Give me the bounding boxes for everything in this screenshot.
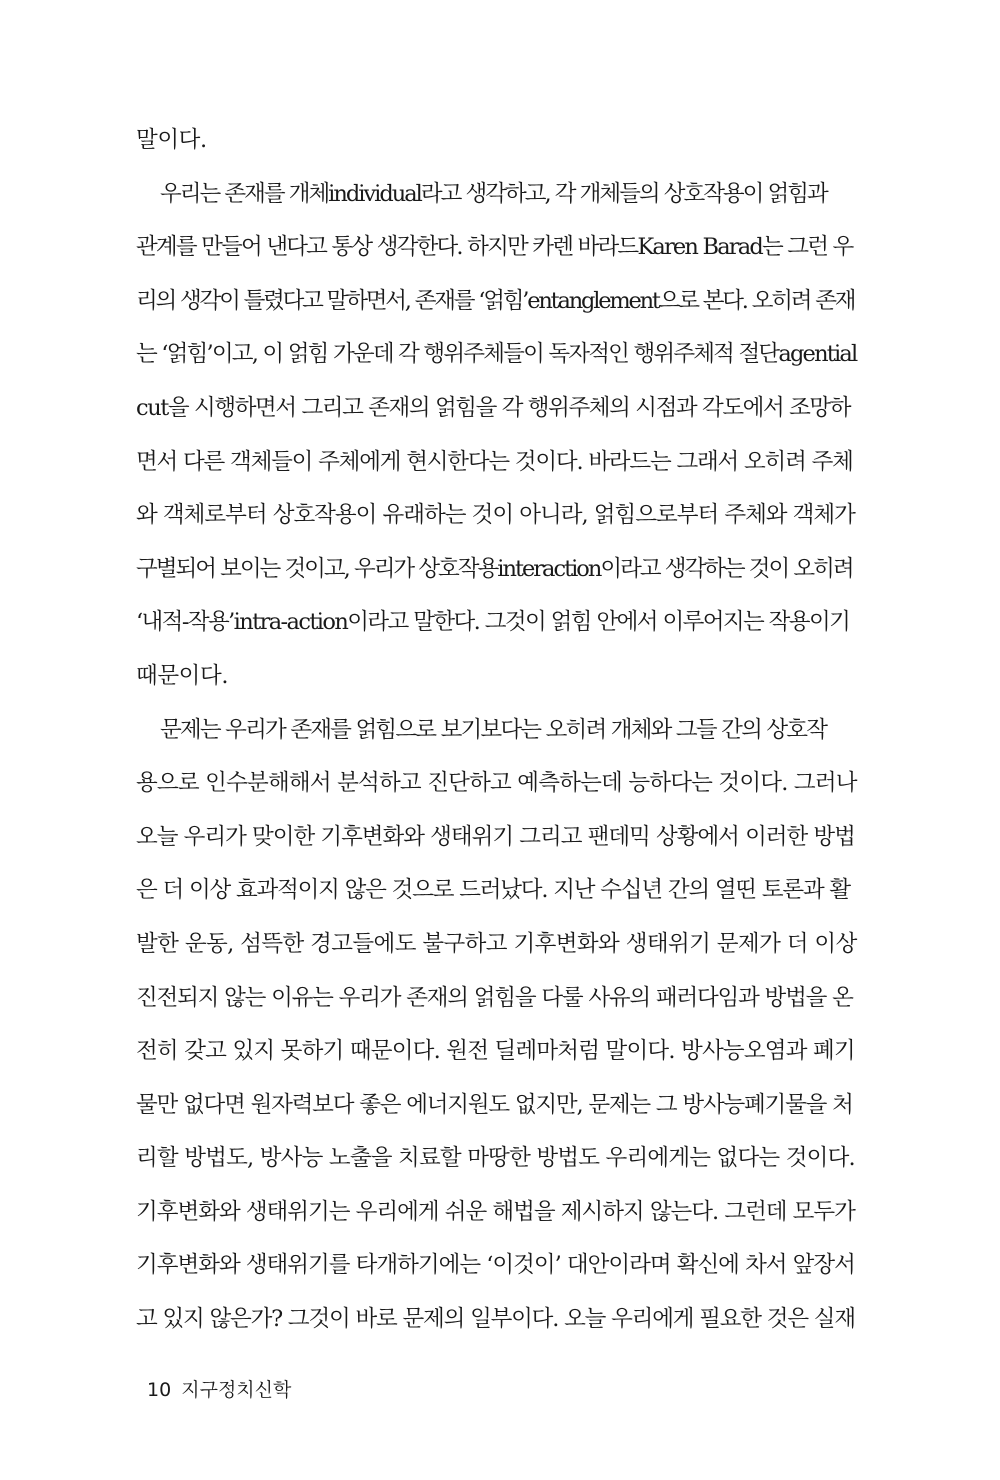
text-line: 기후변화와 생태위기는 우리에게 쉬운 해법을 제시하지 않는다. 그런데 모두가 xyxy=(136,1198,855,1225)
page-footer xyxy=(147,1375,291,1402)
text-line: 와 객체로부터 상호작용이 유래하는 것이 아니라, 얽힘으로부터 주체와 객체가 xyxy=(136,502,855,529)
text-line: cut을 시행하면서 그리고 존재의 얽힘을 각 행위주체의 시점과 각도에서 조망하 xyxy=(136,394,851,421)
text-line: 구별되어 보이는 것이고, 우리가 상호작용interaction이라고 생각하는 것이 오히려 xyxy=(136,555,853,582)
text-line: 전히 갖고 있지 못하기 때문이다. 원전 딜레마처럼 말이다. 방사능오염과 폐기 xyxy=(136,1038,855,1065)
body-text xyxy=(136,114,856,1347)
text-line: 오늘 우리가 맞이한 기후변화와 생태위기 그리고 팬데믹 상황에서 이러한 방법 xyxy=(136,823,855,850)
text-line: 발한 운동, 섬뜩한 경고들에도 불구하고 기후변화와 생태위기 문제가 더 이상 xyxy=(136,930,857,957)
text-line: 문제는 우리가 존재를 얽힘으로 보기보다는 오히려 개체와 그들 간의 상호작 xyxy=(160,716,827,743)
page-number: 10 xyxy=(147,1379,172,1401)
text-line: 리의 생각이 틀렸다고 말하면서, 존재를 ‘얽힘’entanglement으로 본다. 오히려 존재 xyxy=(136,287,855,314)
text-line: 관계를 만들어 낸다고 통상 생각한다. 하지만 카렌 바라드Karen Barad는 그런 우 xyxy=(136,234,853,261)
text-line: ‘내적-작용’intra-action이라고 말한다. 그것이 얽힘 안에서 이루어지는 작용이기 xyxy=(136,609,850,636)
text-line: 용으로 인수분해해서 분석하고 진단하고 예측하는데 능하다는 것이다. 그러나 xyxy=(136,770,857,797)
text-line: 은 더 이상 효과적이지 않은 것으로 드러났다. 지난 수십년 간의 열띤 토론과 활 xyxy=(136,877,850,904)
text-line: 기후변화와 생태위기를 타개하기에는 ‘이것이’ 대안이라며 확신에 차서 앞장서 xyxy=(136,1252,855,1279)
text-line: 면서 다른 객체들이 주체에게 현시한다는 것이다. 바라드는 그래서 오히려 주체 xyxy=(136,448,853,475)
text-line: 고 있지 않은가? 그것이 바로 문제의 일부이다. 오늘 우리에게 필요한 것은 실재 xyxy=(136,1306,855,1333)
text-line: 물만 없다면 원자력보다 좋은 에너지원도 없지만, 문제는 그 방사능폐기물을 처 xyxy=(136,1091,853,1118)
text-line: 는 ‘얽힘’이고, 이 얽힘 가운데 각 행위주체들이 독자적인 행위주체적 절단agential xyxy=(136,341,857,368)
text-line: 진전되지 않는 이유는 우리가 존재의 얽힘을 다룰 사유의 패러다임과 방법을 온 xyxy=(136,984,853,1011)
text-line: 우리는 존재를 개체individual라고 생각하고, 각 개체들의 상호작용이 얽힘과 xyxy=(160,180,827,207)
text-line: 리할 방법도, 방사능 노출을 치료할 마땅한 방법도 우리에게는 없다는 것이다. xyxy=(136,1145,855,1172)
text-line: 때문이다. xyxy=(136,662,229,689)
text-line: 말이다. xyxy=(136,127,207,153)
running-title: 지구정치신학 xyxy=(181,1379,292,1401)
